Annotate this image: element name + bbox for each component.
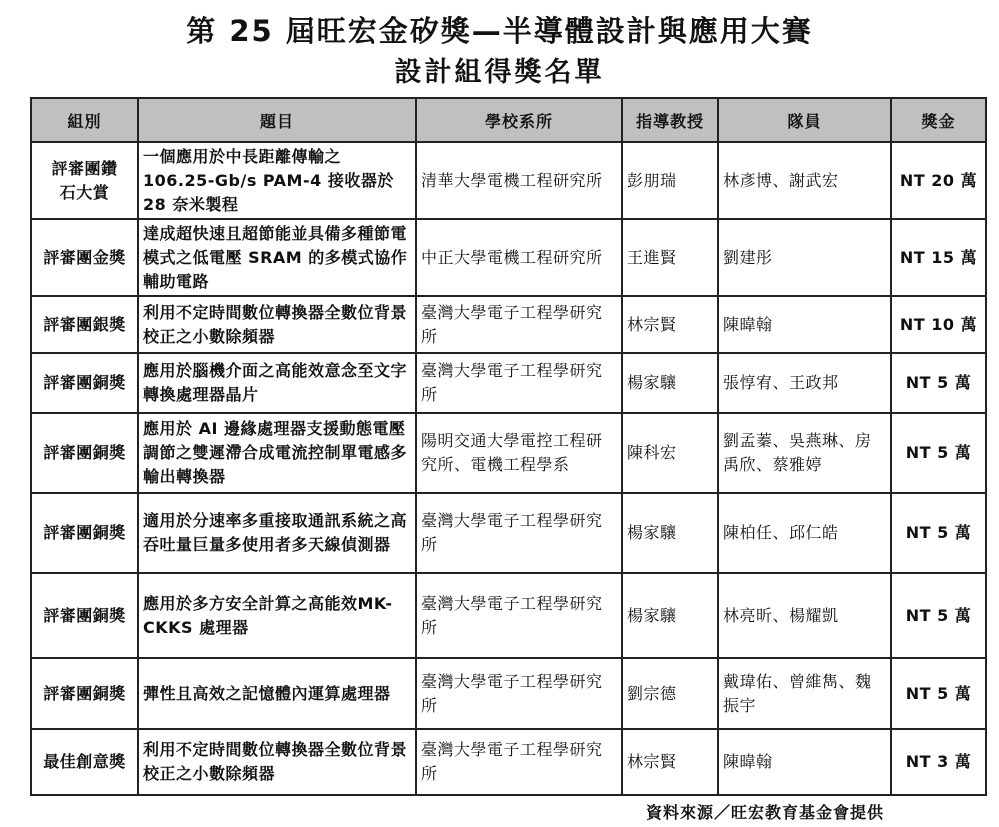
prize-cell: NT 5 萬 [891,413,986,493]
project-topic-cell: 適用於分速率多重接取通訊系統之高吞吐量巨量多使用者多天線偵測器 [138,493,416,573]
award-group-cell: 最佳創意獎 [31,729,138,795]
column-header-group: 組別 [31,98,138,142]
prize-cell: NT 5 萬 [891,353,986,413]
team-members-cell: 戴瑋佑、曾維雋、魏振宇 [718,658,891,729]
advisor-cell: 林宗賢 [622,296,718,353]
award-group-cell: 評審團銀獎 [31,296,138,353]
award-group-cell: 評審團銅獎 [31,658,138,729]
team-members-cell: 陳暐翰 [718,296,891,353]
table-row [31,219,986,296]
advisor-cell: 楊家驤 [622,573,718,658]
table-row [31,296,986,353]
column-header-topic: 題目 [138,98,416,142]
award-table [30,97,987,796]
table-row [31,142,986,219]
school-department-cell: 中正大學電機工程研究所 [416,219,622,296]
table-row [31,493,986,573]
award-group-cell: 評審團銅獎 [31,573,138,658]
team-members-cell: 林彥博、謝武宏 [718,142,891,219]
award-group-cell: 評審團金獎 [31,219,138,296]
column-header-advisor: 指導教授 [622,98,718,142]
project-topic-cell: 一個應用於中長距離傳輸之106.25-Gb/s PAM-4 接收器於28 奈米製程 [138,142,416,219]
advisor-cell: 王進賢 [622,219,718,296]
school-department-cell: 臺灣大學電子工程學研究所 [416,353,622,413]
advisor-cell: 彭朋瑞 [622,142,718,219]
advisor-cell: 林宗賢 [622,729,718,795]
school-department-cell: 清華大學電機工程研究所 [416,142,622,219]
school-department-cell: 臺灣大學電子工程學研究所 [416,296,622,353]
school-department-cell: 臺灣大學電子工程學研究所 [416,493,622,573]
prize-cell: NT 5 萬 [891,658,986,729]
team-members-cell: 陳暐翰 [718,729,891,795]
prize-cell: NT 10 萬 [891,296,986,353]
page-title: 第 25 屆旺宏金矽獎—半導體設計與應用大賽 [186,14,813,48]
award-group-cell: 評審團銅獎 [31,413,138,493]
project-topic-cell: 應用於 AI 邊緣處理器支援動態電壓調節之雙遲滯合成電流控制單電感多輸出轉換器 [138,413,416,493]
team-members-cell: 劉建彤 [718,219,891,296]
data-source-note: 資料來源／旺宏教育基金會提供 [646,803,885,822]
advisor-cell: 楊家驤 [622,353,718,413]
table-row [31,573,986,658]
page-subtitle: 設計組得獎名單 [394,57,605,88]
team-members-cell: 陳柏任、邱仁皓 [718,493,891,573]
table-row [31,413,986,493]
column-header-members: 隊員 [718,98,891,142]
project-topic-cell: 利用不定時間數位轉換器全數位背景校正之小數除頻器 [138,729,416,795]
advisor-cell: 楊家驤 [622,493,718,573]
project-topic-cell: 應用於腦機介面之高能效意念至文字轉換處理器晶片 [138,353,416,413]
prize-cell: NT 5 萬 [891,493,986,573]
table-row [31,353,986,413]
school-department-cell: 陽明交通大學電控工程研究所、電機工程學系 [416,413,622,493]
team-members-cell: 林亮昕、楊耀凱 [718,573,891,658]
school-department-cell: 臺灣大學電子工程學研究所 [416,658,622,729]
table-header-row [31,98,986,142]
column-header-school: 學校系所 [416,98,622,142]
table-row [31,658,986,729]
award-group-cell: 評審團銅獎 [31,493,138,573]
prize-cell: NT 5 萬 [891,573,986,658]
prize-cell: NT 3 萬 [891,729,986,795]
prize-cell: NT 20 萬 [891,142,986,219]
team-members-cell: 張惇宥、王政邦 [718,353,891,413]
school-department-cell: 臺灣大學電子工程學研究所 [416,573,622,658]
advisor-cell: 陳科宏 [622,413,718,493]
advisor-cell: 劉宗德 [622,658,718,729]
project-topic-cell: 應用於多方安全計算之高能效MK-CKKS 處理器 [138,573,416,658]
school-department-cell: 臺灣大學電子工程學研究所 [416,729,622,795]
prize-cell: NT 15 萬 [891,219,986,296]
project-topic-cell: 彈性且高效之記憶體內運算處理器 [138,658,416,729]
award-group-cell: 評審團銅獎 [31,353,138,413]
project-topic-cell: 利用不定時間數位轉換器全數位背景校正之小數除頻器 [138,296,416,353]
column-header-prize: 獎金 [891,98,986,142]
team-members-cell: 劉孟蓁、吳燕琳、房禹欣、蔡雅婷 [718,413,891,493]
project-topic-cell: 達成超快速且超節能並具備多種節電模式之低電壓 SRAM 的多模式協作輔助電路 [138,219,416,296]
award-group-cell: 評審團鑽石大賞 [31,142,138,219]
table-row [31,729,986,795]
